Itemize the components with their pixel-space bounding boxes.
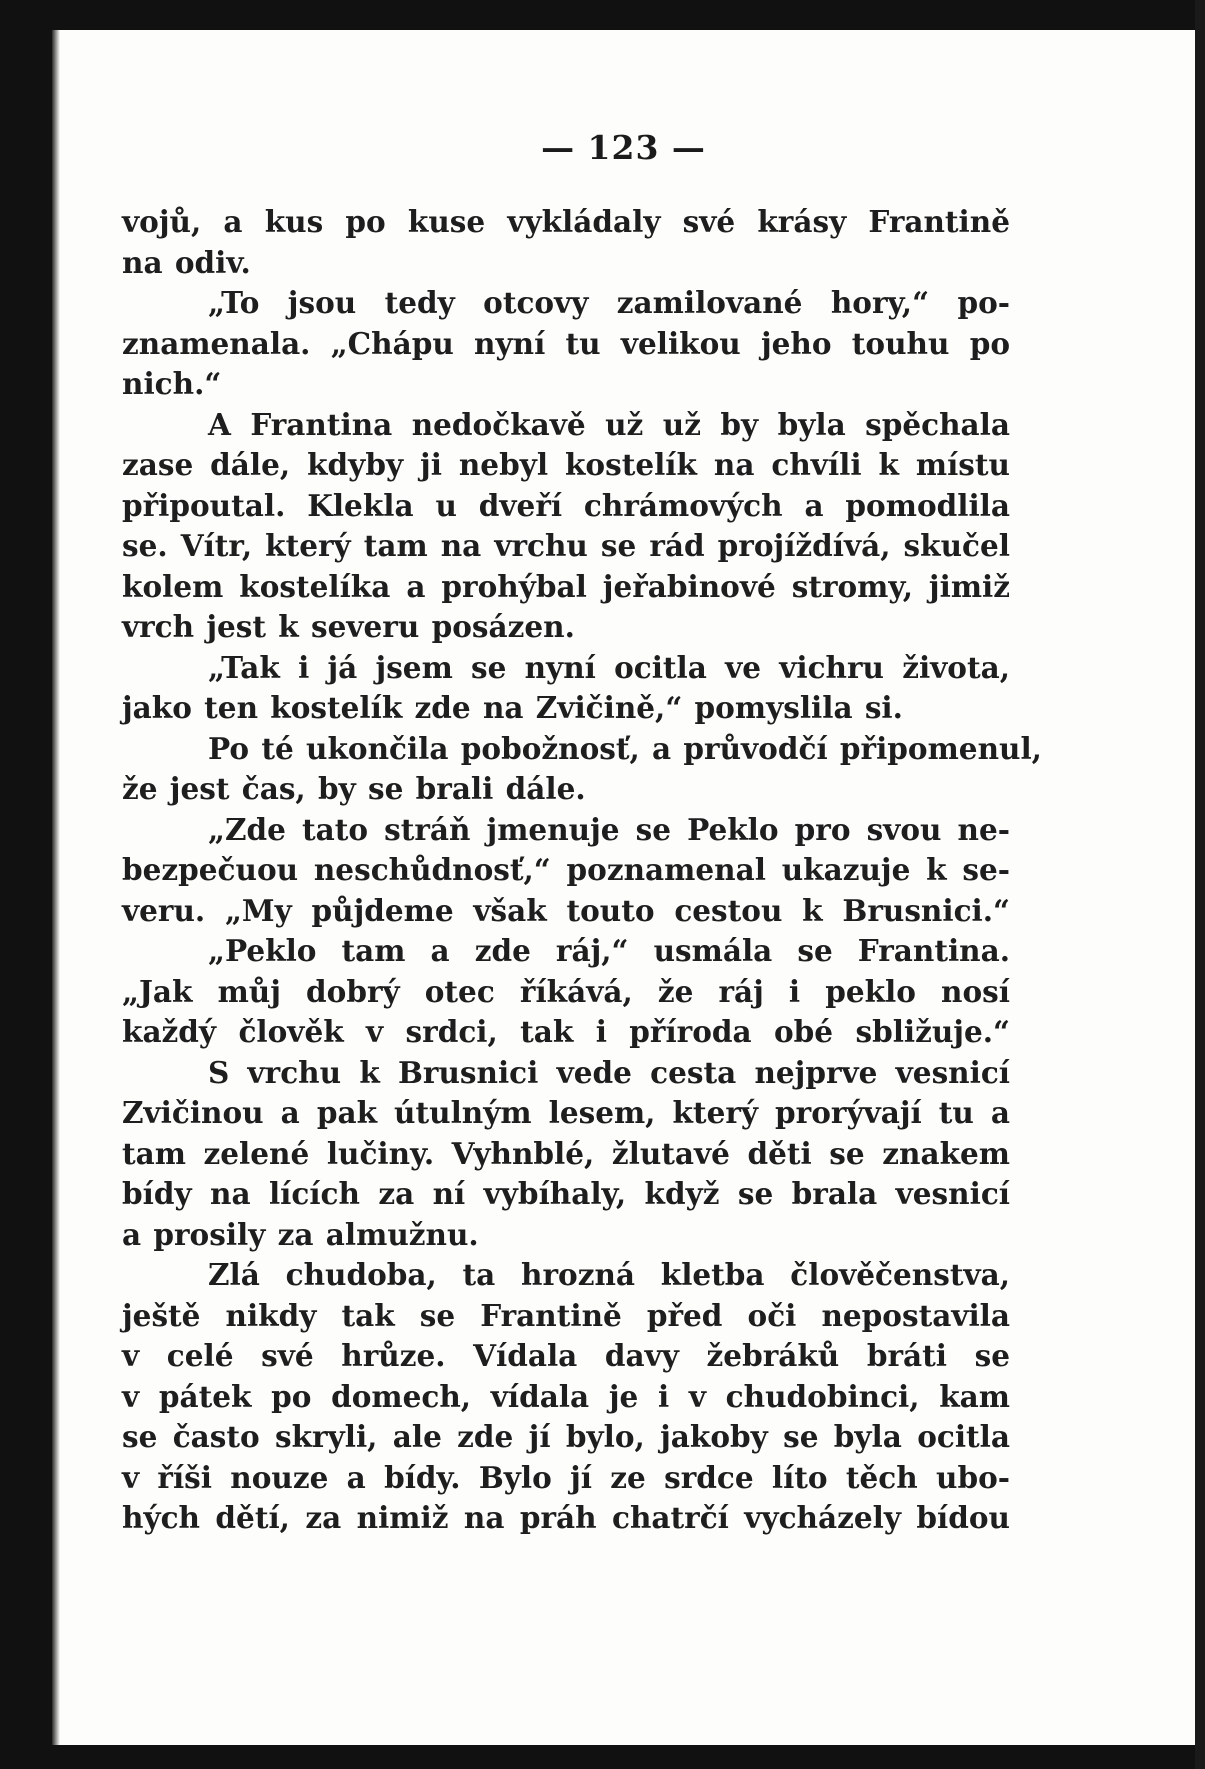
text-line: bídy na lících za ní vybíhaly, když se brala vesnicí	[122, 1176, 1010, 1211]
text-line: se. Vítr, který tam na vrchu se rád projíždívá, skučel	[122, 528, 1010, 563]
text-line: veru. „My půjdeme však touto cestou k Brusnici.“	[122, 892, 1010, 928]
text-line: znamenala. „Chápu nyní tu velikou jeho touhu po	[122, 325, 1010, 361]
text-line: „Jak můj dobrý otec říkává, že ráj i peklo nosí	[122, 973, 1010, 1009]
text-line: jako ten kostelík zde na Zvičině,“ pomyslila si.	[122, 690, 903, 725]
text-line: v celé své hrůze. Vídala davy žebráků bráti se	[122, 1338, 1010, 1373]
text-line: že jest čas, by se brali dále.	[122, 771, 586, 806]
text-line: vrch jest k severu posázen.	[122, 609, 575, 644]
text-line: každý člověk v srdci, tak i příroda obé sbližuje.“	[122, 1014, 1010, 1049]
text-line: „Peklo tam a zde ráj,“ usmála se Frantina.	[208, 933, 1010, 968]
text-line: „Zde tato stráň jmenuje se Peklo pro svou ne-	[208, 811, 1010, 847]
text-line: bezpečuou neschůdnosť,“ poznamenal ukazuje k se-	[122, 852, 1010, 887]
text-line: vojů, a kus po kuse vykládaly své krásy Frantině	[122, 204, 1010, 239]
text-line: v říši nouze a bídy. Bylo jí ze srdce líto těch ubo-	[122, 1459, 1010, 1495]
text-line: Zlá chudoba, ta hrozná kletba člověčenstva,	[208, 1257, 1010, 1292]
text-line: „Tak i já jsem se nyní ocitla ve vichru života,	[208, 649, 1010, 685]
text-line: hých dětí, za nimiž na práh chatrčí vycházely bídou	[122, 1500, 1010, 1535]
text-line: nich.“	[122, 366, 222, 401]
text-line: kolem kostelíka a prohýbal jeřabinové stromy, jimiž	[122, 568, 1010, 604]
text-line: na odiv.	[122, 244, 251, 280]
text-line: se často skryli, ale zde jí bylo, jakoby se byla ocitla	[122, 1419, 1010, 1454]
text-line: S vrchu k Brusnici vede cesta nejprve vesnicí	[208, 1054, 1010, 1090]
text-line: Po té ukončila pobožnosť, a průvodčí připomenul,	[208, 730, 1042, 766]
text-line: ještě nikdy tak se Frantině před oči nepostavila	[122, 1297, 1010, 1333]
book-page	[52, 30, 1195, 1745]
text-line: v pátek po domech, vídala je i v chudobinci, kam	[122, 1378, 1010, 1414]
text-line: připoutal. Klekla u dveří chrámových a pomodlila	[122, 487, 1010, 523]
text-line: zase dále, kdyby ji nebyl kostelík na chvíli k místu	[122, 447, 1010, 482]
text-line: tam zelené lučiny. Vyhnblé, žlutavé děti se znakem	[122, 1135, 1010, 1171]
text-line: Zvičinou a pak útulným lesem, který prorývají tu a	[122, 1095, 1010, 1130]
text-line: „To jsou tedy otcovy zamilované hory,“ po-	[208, 285, 1010, 320]
text-line: A Frantina nedočkavě už už by byla spěchala	[208, 406, 1010, 442]
page-spine-shadow	[52, 30, 60, 1745]
text-line: a prosily za almužnu.	[122, 1216, 479, 1252]
page-body-text	[122, 202, 1042, 1539]
page-edge	[1195, 0, 1205, 1769]
page-number: — 123 —	[541, 128, 706, 167]
